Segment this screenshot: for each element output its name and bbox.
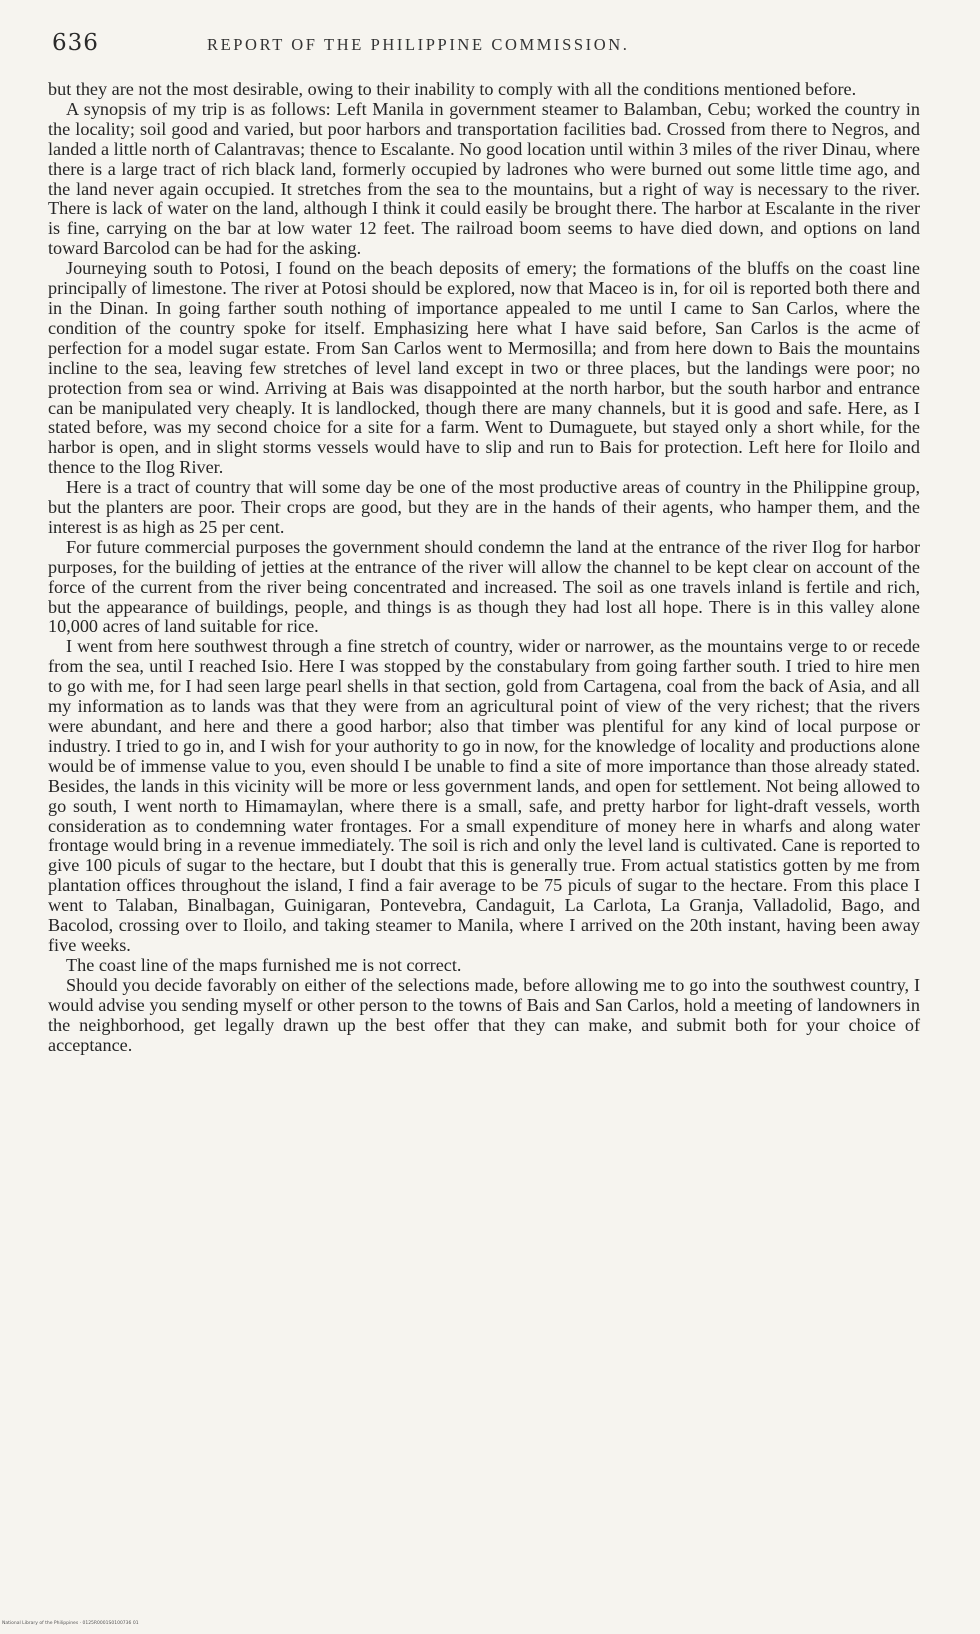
paragraph: The coast line of the maps furnished me is not correct.: [66, 954, 462, 975]
paragraph: Should you decide favorably on either of the selections made, before allowing me to go into the southwest country, I would advise you sending myself or other person to the towns of Bais and San Carlos, hold a meeting of landowners in the neighborhood, get legally drawn up the best offer that they can make, and submit both for your choice of acceptance.: [48, 974, 920, 1055]
paragraph: Journeying south to Potosi, I found on the beach deposits of emery; the formations of the bluffs on the coast line principally of limestone. The river at Potosi should be explored, now that Maceo is in, for oil is reported both there and in the Dinan. In going farther south nothing of importance appealed to me until I came to San Carlos, where the condition of the country spoke for itself. Emphasizing here what I have said before, San Carlos is the acme of perfection for a model sugar estate. From San Carlos went to Mermosilla; and from here down to Bais the mountains incline to the sea, leaving few stretches of level land except in two or three places, but the landings were poor; no protection from sea or wind. Arriving at Bais was disappointed at the north harbor, but the south harbor and entrance can be manipulated very cheaply. It is landlocked, though there are many channels, but it is good and safe. Here, as I stated before, was my second choice for a site for a farm. Went to Dumaguete, but stayed only a short while, for the harbor is open, and in slight storms vessels would have to slip and run to Bais for protection. Left here for Iloilo and thence to the Ilog River.: [48, 258, 920, 478]
paragraph: Here is a tract of country that will some day be one of the most productive areas of country in the Philippine group, but the planters are poor. Their crops are good, but they are in the hands of their agents, who hamper them, and the interest is as high as 25 per cent.: [48, 477, 920, 537]
paragraph: but they are not the most desirable, owing to their inability to comply with all the conditions mentioned before.: [48, 79, 857, 99]
source-note: National Library of the Philippines · 0125R0001S0100736 01: [2, 1621, 139, 1626]
running-head: REPORT OF THE PHILIPPINE COMMISSION.: [207, 35, 630, 54]
paragraph: For future commercial purposes the government should condemn the land at the entrance of the river Ilog for harbor purposes, for the building of jetties at the entrance of the river will allow the channel to be kept clear on account of the force of the current from the river being concentrated and increased. The soil as one travels inland is fertile and rich, but the appearance of buildings, people, and things is as though they had lost all hope. There is in this valley alone 10,000 acres of land suitable for rice.: [48, 536, 920, 637]
body-text: [48, 80, 920, 1055]
paragraph: I went from here southwest through a fine stretch of country, wider or narrower, as the mountains verge to or recede from the sea, until I reached Isio. Here I was stopped by the constabulary from going farther south. I tried to hire men to go with me, for I had seen large pearl shells in that section, gold from Cartagena, coal from the back of Asia, and all my information as to lands was that they were from an agricultural point of view of the very richest; that the rivers were abundant, and here and there a good harbor; also that timber was plentiful for any kind of local purpose or industry. I tried to go in, and I wish for your authority to go in now, for the knowledge of locality and productions alone would be of immense value to you, even should I be unable to find a site of more importance than those already stated. Besides, the lands in this vicinity will be more or less government lands, and open for settlement. Not being allowed to go south, I went north to Himamaylan, where there is a small, safe, and pretty harbor for light-draft vessels, worth consideration as to condemning water frontages. For a small expenditure of money here in wharfs and along water frontage would bring in a revenue immediately. The soil is rich and only the level land is cultivated. Cane is reported to give 100 piculs of sugar to the hectare, but I doubt that this is generally true. From actual statistics gotten by me from plantation offices throughout the island, I find a fair average to be 75 piculs of sugar to the hectare. From this place I went to Talaban, Binalbagan, Guinigaran, Pontevebra, Candaguit, La Carlota, La Granja, Valladolid, Bago, and Bacolod, crossing over to Iloilo, and taking steamer to Manila, where I arrived on the 20th instant, having been away five weeks.: [48, 636, 920, 955]
paragraph: A synopsis of my trip is as follows: Left Manila in government steamer to Balamban, Cebu; worked the country in the locality; soil good and varied, but poor harbors and transportation facilities bad. Crossed from there to Negros, and landed a little north of Calantravas; thence to Escalante. No good location until within 3 miles of the river Dinau, where there is a large tract of rich black land, formerly occupied by ladrones who were burned out some little time ago, and the land never again occupied. It stretches from the sea to the mountains, but a right of way is necessary to the river. There is lack of water on the land, although I think it could easily be brought there. The harbor at Escalante in the river is fine, carrying on the bar at low water 12 feet. The railroad boom seems to have died down, and options on land toward Barcolod can be had for the asking.: [48, 98, 920, 259]
page-header: [52, 30, 922, 70]
page-number: 636: [52, 30, 99, 56]
